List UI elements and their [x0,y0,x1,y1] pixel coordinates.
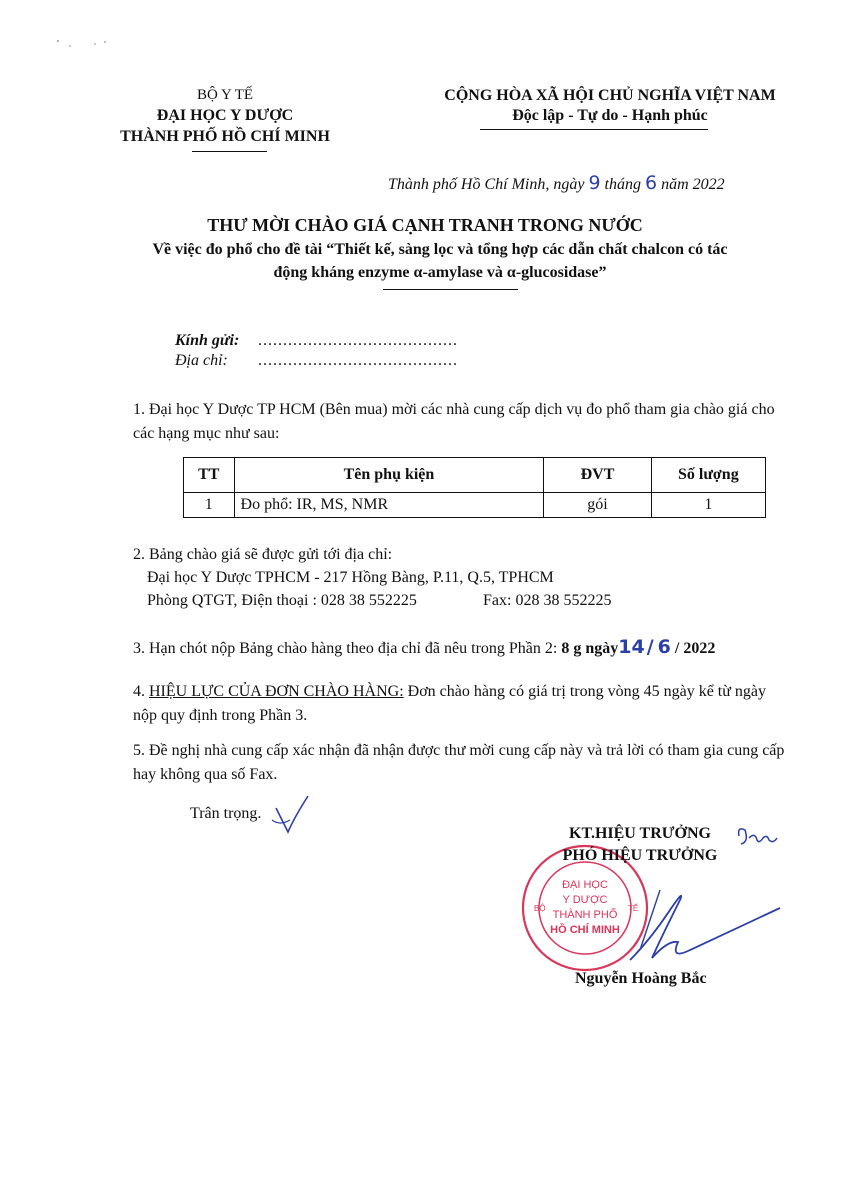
paragraph-2-heading: 2. Bảng chào giá sẽ được gửi tới địa chỉ: [133,546,393,563]
university-underline [192,151,267,152]
cell-item-name: Đo phổ: IR, MS, NMR [234,493,544,518]
subject-line-1: Về việc đo phổ cho đề tài “Thiết kế, sàng lọc và tổng hợp các dẫn chất chalcon có tác [152,241,728,258]
university-name-line2: THÀNH PHỐ HỒ CHÍ MINH [120,128,330,145]
paragraph-3 [133,636,715,658]
cell-unit: gói [544,493,651,518]
dateline-day: 9 [588,172,601,194]
subject-line-2: động kháng enzyme α-amylase và α-glucosidase” [273,264,607,281]
university-name-line1: ĐẠI HỌC Y DƯỢC [156,107,294,124]
deadline-year: / 2022 [674,640,716,657]
ministry-name: BỘ Y TẾ [196,87,254,103]
stamp-line-2: Y DƯỢC [562,894,608,906]
cell-tt: 1 [184,493,235,518]
dateline-prefix: Thành phố Hồ Chí Minh, ngày [388,176,585,193]
dateline [388,172,725,194]
letter-title: THƯ MỜI CHÀO GIÁ CẠNH TRANH TRONG NƯỚC [207,215,643,235]
motto-underline [480,129,708,130]
title-underline [383,289,518,290]
national-motto: Độc lập - Tự do - Hạnh phúc [512,107,708,124]
small-signature-mark [735,822,780,852]
table-row [184,493,766,518]
paragraph-4 [133,680,793,728]
paragraph-4-heading: HIỆU LỰC CỦA ĐƠN CHÀO HÀNG: [149,683,404,700]
cell-quantity: 1 [651,493,765,518]
stamp-line-3: THÀNH PHỐ [552,909,618,921]
signer-title-1: KT.HIỆU TRƯỞNG [569,825,711,842]
paragraph-4-text: Đơn chào hàng có giá trị trong vòng 45 ngày kể từ ngày nộp quy định trong Phần 3. [133,683,767,724]
deadline-prefix: 8 g ngày [561,640,619,657]
paragraph-2-phone: Phòng QTGT, Điện thoại : 028 38 552225 [147,592,417,609]
signer-title-2: PHÓ HIỆU TRƯỞNG [562,847,718,864]
dateline-month-label: tháng [604,176,641,193]
header-item-name: Tên phụ kiện [234,458,544,493]
paragraph-3-text: 3. Hạn chót nộp Bảng chào hàng theo địa chỉ đã nêu trong Phần 2: [133,640,558,657]
recipient-blank: ........................................ [258,332,458,349]
paragraph-5: 5. Đề nghị nhà cung cấp xác nhận đã nhận được thư mời cung cấp này và trả lời có tham gia cung cấp hay không qua số Fax. [133,742,785,783]
paragraph-4-number: 4. [133,683,145,700]
signer-name: Nguyễn Hoàng Bắc [575,970,707,987]
svg-text:TẾ: TẾ [628,904,639,913]
header-quantity: Số lượng [651,458,765,493]
recipient-label: Kính gửi: [175,332,240,349]
deadline-day: 14 [618,636,645,658]
initials-mark [268,790,318,840]
stamp-line-1: ĐẠI HỌC [562,879,608,891]
table-header-row [184,458,766,493]
dateline-year: năm 2022 [661,176,725,193]
paragraph-2-fax: Fax: 028 38 552225 [483,592,612,609]
deadline: 8 g ngày14 / 6 / 2022 [561,636,716,658]
svg-text:BỘ: BỘ [534,904,546,913]
stamp-line-4: HỒ CHÍ MINH [550,924,620,936]
address-blank: ........................................ [258,352,458,369]
address-label: Địa chỉ: [175,352,228,369]
header-unit: ĐVT [544,458,651,493]
dateline-month: 6 [645,172,658,194]
nation-name: CỘNG HÒA XÃ HỘI CHỦ NGHĨA VIỆT NAM [444,87,776,104]
closing-regards: Trân trọng. [190,805,262,822]
header-tt: TT [184,458,235,493]
paragraph-1: 1. Đại học Y Dược TP HCM (Bên mua) mời các nhà cung cấp dịch vụ đo phổ tham gia chào giá cho các hạng mục như sau: [133,401,775,442]
scan-speck-marks [55,38,115,50]
paragraph-2-address: Đại học Y Dược TPHCM - 217 Hồng Bàng, P.11, Q.5, TPHCM [147,569,554,586]
deadline-month: 6 [657,636,671,658]
items-table [183,457,766,518]
handwritten-signature [590,880,790,970]
